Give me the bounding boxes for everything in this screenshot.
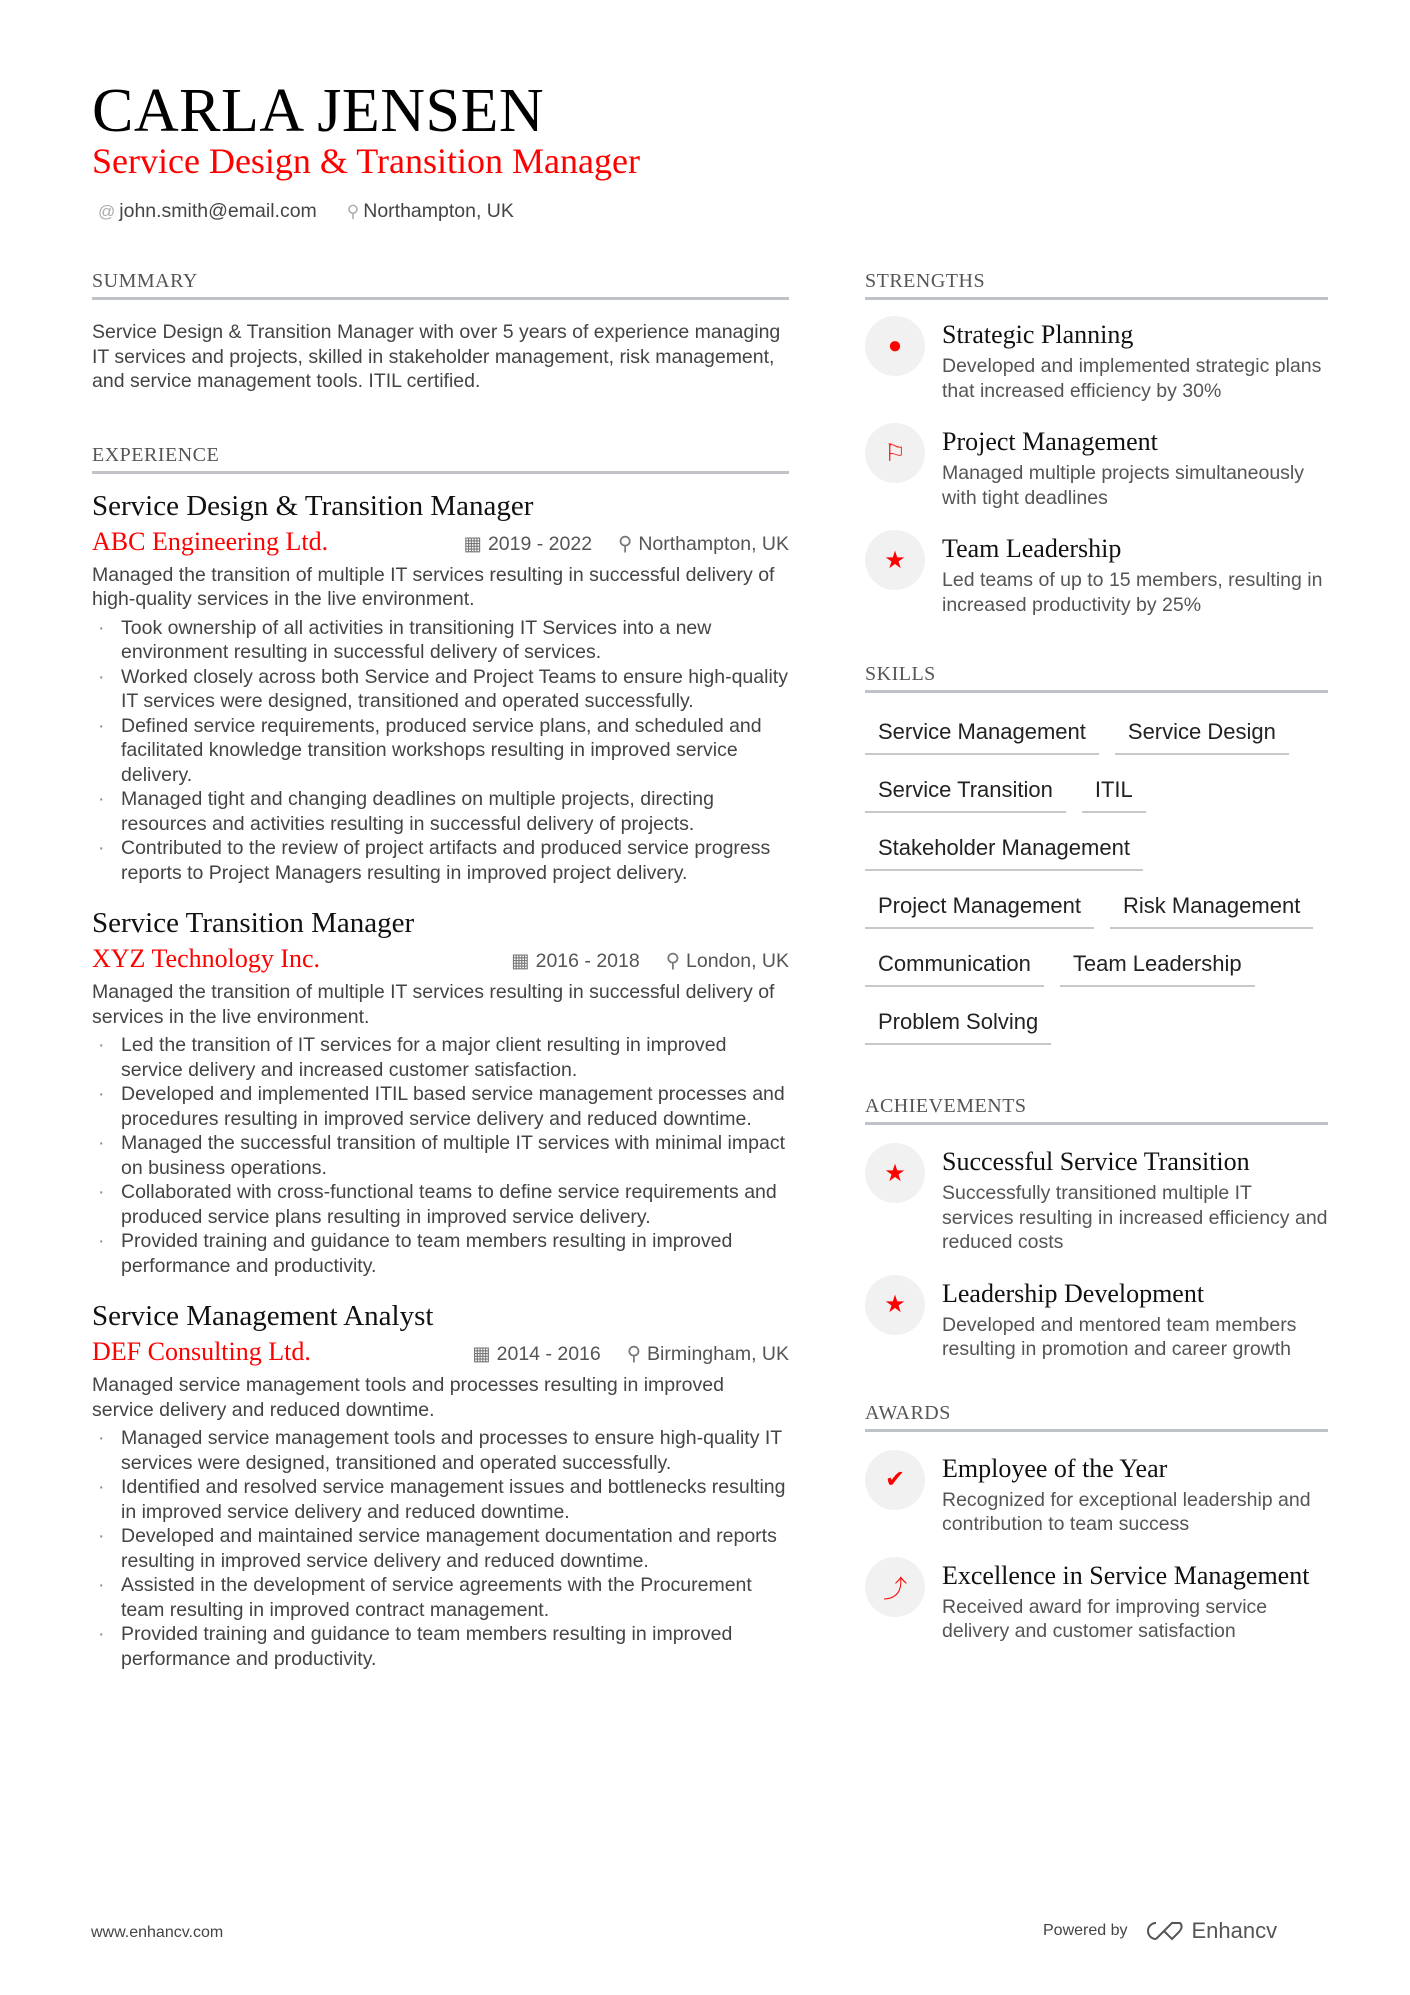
job-bullet: · Assisted in the development of service agreements with the Procurement team resulting in improved contract management. [92, 1573, 789, 1622]
strength-item [865, 427, 1328, 510]
section-heading-strengths: STRENGTHS [865, 270, 1328, 300]
check-icon: ✔ [865, 1450, 925, 1510]
item-title: Project Management [942, 427, 1158, 456]
job-meta [464, 532, 789, 556]
location-pin-icon: ⚲ [346, 202, 360, 221]
job-entry [92, 490, 789, 886]
experience-list [92, 490, 789, 1672]
job-subheader [92, 527, 789, 557]
job-bullet: · Led the transition of IT services for a major client resulting in improved service delivery and increased customer satisfaction. [92, 1033, 789, 1082]
achievement-item [865, 1279, 1328, 1362]
skill-tag: Service Transition [865, 771, 1066, 813]
job-bullet: · Managed the successful transition of multiple IT services with minimal impact on business operations. [92, 1131, 789, 1180]
job-bullet: · Defined service requirements, produced service plans, and scheduled and facilitated knowledge transition workshops resulting in improved service delivery. [92, 714, 789, 788]
location-pin-icon: ⚲ [618, 532, 633, 555]
item-content [942, 320, 1328, 403]
item-title: Successful Service Transition [942, 1147, 1250, 1176]
item-description: Developed and mentored team members resulting in promotion and career growth [942, 1313, 1297, 1360]
job-dates [472, 1342, 601, 1366]
strength-item [865, 320, 1328, 403]
location-pin-icon: ⚲ [665, 950, 680, 972]
job-description: Managed the transition of multiple IT services resulting in successful delivery of services in the live environment. [92, 981, 775, 1028]
achievements-list [865, 1147, 1328, 1362]
left-column [92, 270, 789, 1693]
item-title: Strategic Planning [942, 320, 1134, 349]
company-name: XYZ Technology Inc. [92, 944, 321, 973]
job-bullet: · Developed and implemented ITIL based service management processes and procedures resulting in improved service delivery and reduced downtime. [92, 1082, 789, 1131]
job-bullet: · Contributed to the review of project artifacts and produced service progress reports to Project Managers resulting in improved project delivery. [92, 836, 789, 885]
item-content [942, 1147, 1328, 1255]
job-dates-text: 2014 - 2016 [496, 1343, 601, 1365]
company-name: DEF Consulting Ltd. [92, 1337, 311, 1366]
job-subheader [92, 944, 789, 974]
candidate-title: Service Design & Transition Manager [92, 141, 640, 181]
item-description: Received award for improving service delivery and customer satisfaction [942, 1595, 1268, 1642]
job-entry [92, 1300, 789, 1671]
job-bullet: · Developed and maintained service management documentation and reports resulting in improved service delivery and reduced downtime. [92, 1524, 789, 1573]
location-text: Northampton, UK [363, 200, 514, 222]
section-heading-achievements: ACHIEVEMENTS [865, 1095, 1328, 1125]
item-description: Successfully transitioned multiple IT services resulting in increased efficiency and reduced costs [942, 1182, 1328, 1253]
strategy-icon: ⤴ [865, 1557, 925, 1617]
item-content [942, 1561, 1328, 1644]
job-location-text: Northampton, UK [638, 532, 789, 555]
job-location [666, 949, 789, 973]
email-text: john.smith@email.com [119, 200, 317, 222]
job-bullet: · Managed service management tools and processes to ensure high-quality IT services were designed, transitioned and operated successfully. [92, 1426, 789, 1475]
footer-website[interactable]: www.enhancv.com [91, 1924, 224, 1941]
calendar-icon: ▦ [463, 532, 482, 555]
job-location-text: London, UK [686, 950, 789, 972]
job-title: Service Design & Transition Manager [92, 489, 534, 522]
item-description: Recognized for exceptional leadership and contribution to team success [942, 1488, 1311, 1535]
job-bullets [92, 1426, 789, 1671]
award-item [865, 1454, 1328, 1537]
skill-tag: Problem Solving [865, 1003, 1051, 1045]
job-bullet: · Identified and resolved service management issues and bottlenecks resulting in improved service delivery and reduced downtime. [92, 1475, 789, 1524]
brand-name: Enhancv [1191, 1918, 1278, 1943]
section-heading-awards: AWARDS [865, 1402, 1328, 1432]
job-meta [511, 949, 789, 973]
job-dates [464, 532, 593, 556]
section-heading-skills: SKILLS [865, 663, 1328, 693]
right-column [865, 270, 1328, 1668]
skill-tag: Team Leadership [1060, 945, 1255, 987]
job-dates-text: 2016 - 2018 [535, 950, 640, 972]
item-content [942, 427, 1328, 510]
star-icon: ★ [865, 530, 925, 590]
job-title: Service Management Analyst [92, 1300, 434, 1332]
item-description: Managed multiple projects simultaneously with tight deadlines [942, 462, 1305, 509]
job-dates-text: 2019 - 2022 [487, 532, 593, 555]
job-location-text: Birmingham, UK [647, 1343, 789, 1365]
job-bullet: · Collaborated with cross-functional teams to define service requirements and produced service plans resulting in improved service delivery. [92, 1180, 789, 1229]
job-bullet: · Provided training and guidance to team members resulting in improved performance and productivity. [92, 1622, 789, 1671]
calendar-icon: ▦ [472, 1343, 491, 1365]
item-title: Team Leadership [942, 534, 1122, 563]
summary-text: Service Design & Transition Manager with over 5 years of experience managing IT services and projects, skilled in stakeholder management, risk management, and service management tools. ITIL certified. [92, 321, 781, 392]
section-heading-summary: SUMMARY [92, 270, 789, 300]
section-heading-experience: EXPERIENCE [92, 444, 789, 474]
email-contact[interactable] [98, 200, 317, 223]
item-title: Excellence in Service Management [942, 1560, 1310, 1590]
flag-icon: ⚐ [865, 423, 925, 483]
job-bullet: · Worked closely across both Service and Project Teams to ensure high-quality IT services were designed, transitioned and operated successfully. [92, 665, 789, 714]
star-icon: ★ [865, 1143, 925, 1203]
powered-by-text: Powered by [1043, 1922, 1128, 1939]
award-item [865, 1561, 1328, 1644]
job-description: Managed service management tools and processes resulting in improved service delivery and reduced downtime. [92, 1374, 724, 1421]
job-subheader [92, 1337, 789, 1367]
skill-tag: Service Management [865, 713, 1099, 755]
footer-branding [1043, 1918, 1277, 1944]
skill-tag: Communication [865, 945, 1044, 987]
brain-icon: ● [865, 316, 925, 376]
skill-tag: Project Management [865, 887, 1094, 929]
item-content [942, 1454, 1328, 1537]
job-bullet: · Provided training and guidance to team members resulting in improved performance and productivity. [92, 1229, 789, 1278]
item-title: Employee of the Year [942, 1453, 1168, 1483]
item-title: Leadership Development [942, 1278, 1205, 1308]
skill-tag: Service Design [1115, 713, 1289, 755]
company-name: ABC Engineering Ltd. [92, 526, 329, 556]
job-location [618, 532, 789, 556]
job-bullets [92, 616, 789, 886]
skill-tag: Risk Management [1110, 887, 1313, 929]
achievement-item [865, 1147, 1328, 1255]
job-bullets [92, 1033, 789, 1278]
job-location [627, 1342, 789, 1366]
skill-tag: ITIL [1082, 771, 1146, 813]
job-bullet: · Took ownership of all activities in transitioning IT Services into a new environment resulting in successful delivery of services. [92, 616, 789, 665]
awards-list [865, 1454, 1328, 1644]
location-pin-icon: ⚲ [626, 1343, 642, 1365]
star-icon: ★ [865, 1275, 925, 1335]
skills-list [865, 713, 1328, 1045]
item-content [942, 1279, 1328, 1362]
item-description: Developed and implemented strategic plans that increased efficiency by 30% [942, 355, 1322, 402]
item-content [942, 534, 1328, 617]
enhancv-logo-icon [1142, 1919, 1186, 1943]
skill-tag: Stakeholder Management [865, 829, 1143, 871]
calendar-icon: ▦ [511, 950, 530, 972]
job-meta [472, 1342, 789, 1366]
job-title: Service Transition Manager [92, 907, 415, 939]
item-description: Led teams of up to 15 members, resulting in increased productivity by 25% [942, 569, 1323, 616]
contact-info [98, 200, 514, 223]
strength-item [865, 534, 1328, 617]
candidate-name: CARLA JENSEN [92, 77, 545, 145]
job-dates [511, 949, 640, 973]
location-contact [347, 200, 514, 223]
job-bullet: · Managed tight and changing deadlines on multiple projects, directing resources and activities resulting in successful delivery of projects. [92, 787, 789, 836]
strengths-list [865, 320, 1328, 617]
at-icon: @ [98, 202, 116, 221]
enhancv-logo[interactable] [1142, 1918, 1278, 1944]
job-description: Managed the transition of multiple IT services resulting in successful delivery of high-quality services in the live environment. [92, 563, 775, 610]
job-entry [92, 907, 789, 1278]
